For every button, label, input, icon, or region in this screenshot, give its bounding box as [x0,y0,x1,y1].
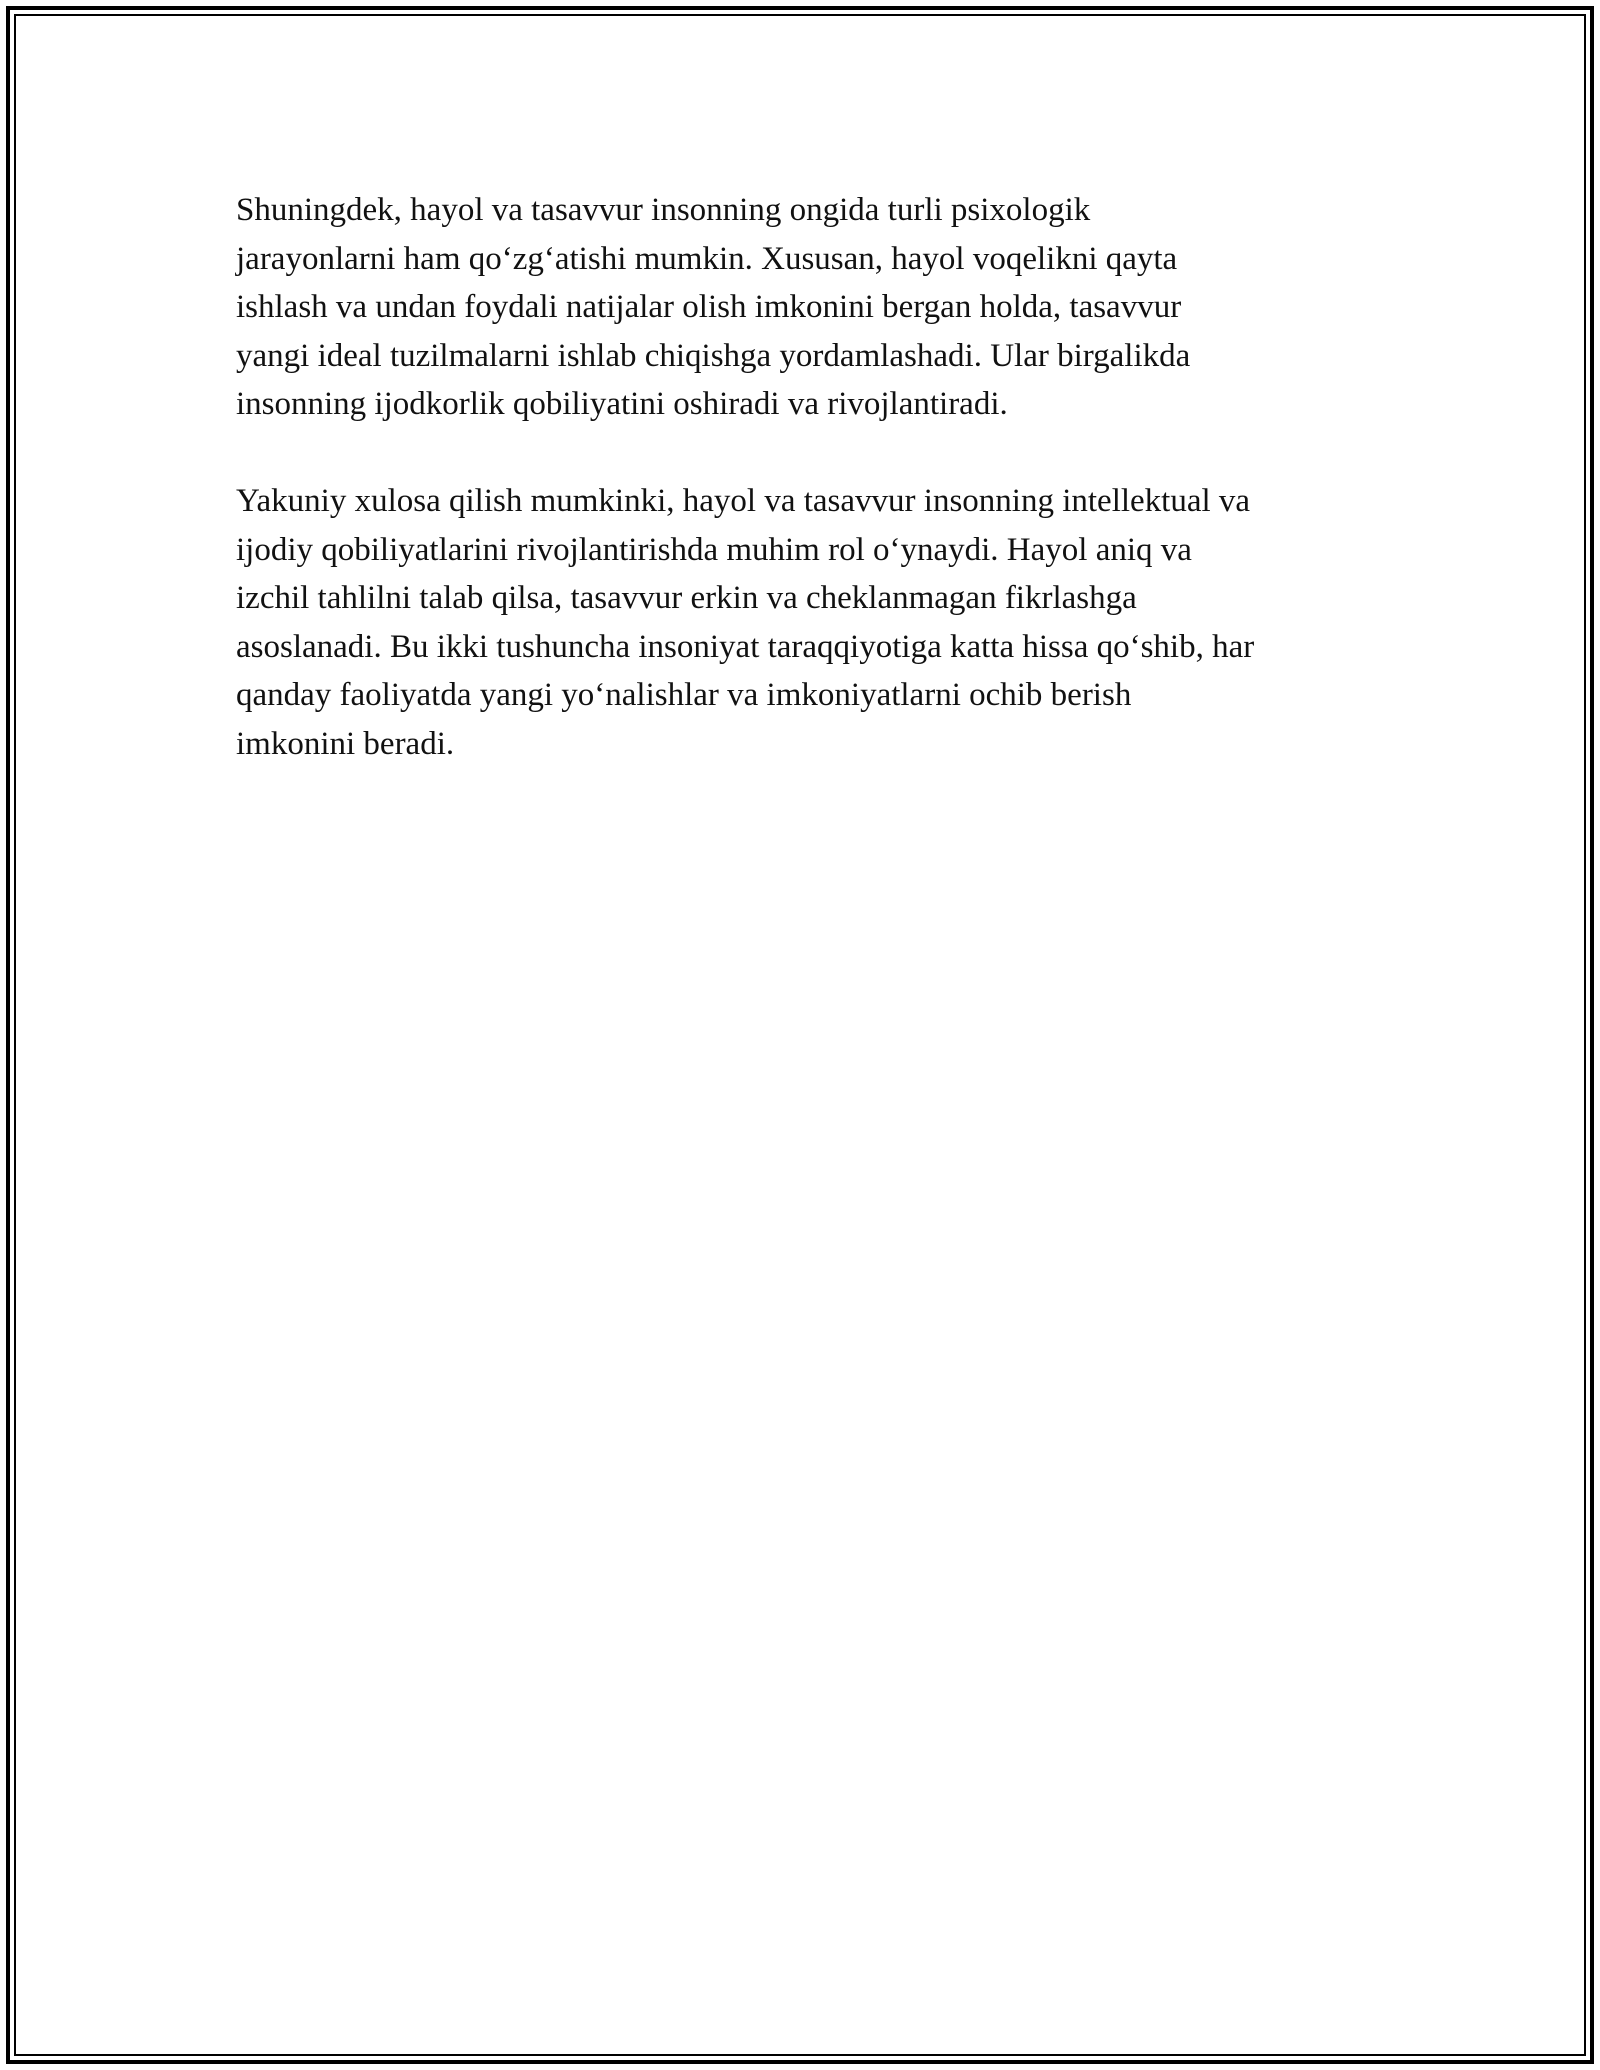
document-body [236,186,1376,817]
paragraph-2: Yakuniy xulosa qilish mumkinki, hayol va tasavvur insonning intellektual va ijodiy qobiliyatlarini rivojlantirishda muhim rol o‘ynaydi. Hayol aniq va izchil tahlilni talab qilsa, tasavvur erkin va cheklanmagan fikrlashga asoslanadi. Bu ikki tushuncha insoniyat taraqqiyotiga katta hissa qo‘shib, har qanday faoliyatda yangi yo‘nalishlar va imkoniyatlarni ochib berish imkonini beradi. [236,482,1255,762]
paragraph-1: Shuningdek, hayol va tasavvur insonning ongida turli psixologik jarayonlarni ham qo‘zg‘atishi mumkin. Xususan, hayol voqelikni qayta ishlash va undan foydali natijalar olish imkonini bergan holda, tasavvur yangi ideal tuzilmalarni ishlab chiqishga yordamlashadi. Ular birgalikda insonning ijodkorlik qobiliyatini oshiradi va rivojlantiradi. [236,192,1191,423]
